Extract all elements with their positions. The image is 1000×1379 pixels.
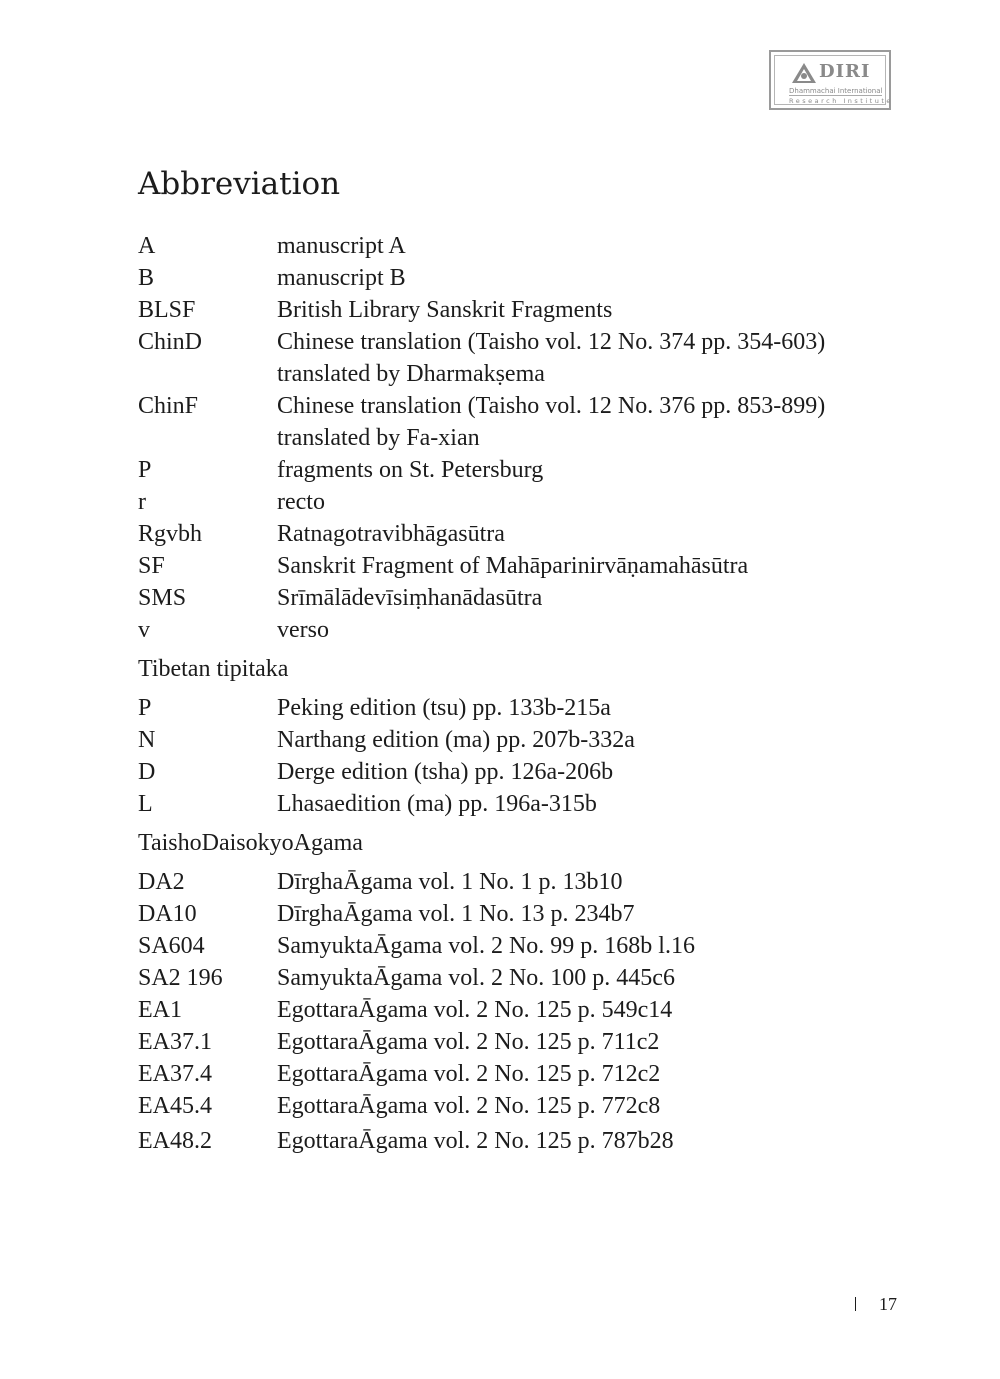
entry-abbr: ChinD bbox=[138, 329, 203, 355]
entry-def: EgottaraĀgama vol. 2 No. 125 p. 549c14 bbox=[277, 997, 673, 1023]
entry-row bbox=[138, 262, 918, 294]
entry-row bbox=[138, 756, 918, 788]
entry-row bbox=[138, 866, 918, 898]
entry-row bbox=[138, 1125, 918, 1157]
abbreviation-list bbox=[138, 230, 918, 1157]
entry-row bbox=[138, 930, 918, 962]
page-number: 17 bbox=[879, 1294, 897, 1314]
entry-row bbox=[138, 614, 918, 646]
entry-abbr: ChinF bbox=[138, 393, 199, 419]
section-heading-taisho: TaishoDaisokyoAgama bbox=[138, 830, 363, 856]
entry-row bbox=[138, 1058, 918, 1090]
entry-row bbox=[138, 962, 918, 994]
entry-row bbox=[138, 1090, 918, 1122]
entry-abbr: EA48.2 bbox=[138, 1128, 212, 1154]
entry-row bbox=[138, 550, 918, 582]
entry-def: EgottaraĀgama vol. 2 No. 125 p. 712c2 bbox=[277, 1061, 661, 1087]
entry-def: SamyuktaĀgama vol. 2 No. 100 p. 445c6 bbox=[277, 965, 675, 991]
entry-abbr: DA10 bbox=[138, 901, 197, 927]
entry-def: Chinese translation (Taisho vol. 12 No. 376 pp. 853-899) bbox=[277, 393, 826, 419]
entry-abbr: A bbox=[138, 233, 156, 259]
entry-row bbox=[138, 582, 918, 614]
entry-def-continuation: translated by Fa-xian bbox=[277, 425, 480, 451]
logo-subtitle-1: Dhammachai International bbox=[789, 87, 883, 95]
entry-row bbox=[138, 692, 918, 724]
entry-row bbox=[138, 518, 918, 550]
entry-def: Chinese translation (Taisho vol. 12 No. 374 pp. 354-603) bbox=[277, 329, 826, 355]
page-title: Abbreviation bbox=[138, 166, 341, 202]
entry-abbr: EA37.4 bbox=[138, 1061, 212, 1087]
entry-row bbox=[138, 390, 918, 422]
entry-def: fragments on St. Petersburg bbox=[277, 457, 544, 483]
entry-row bbox=[138, 1026, 918, 1058]
page-footer bbox=[855, 1292, 897, 1316]
logo-subtitle-2: Research Institute bbox=[789, 97, 893, 105]
entry-abbr: N bbox=[138, 727, 156, 753]
entry-def: Srīmālādevīsiṃhanādasūtra bbox=[277, 585, 543, 611]
entry-def: manuscript A bbox=[277, 233, 406, 259]
entry-def: EgottaraĀgama vol. 2 No. 125 p. 787b28 bbox=[277, 1128, 674, 1154]
logo-mark: DIRI bbox=[819, 61, 871, 82]
entry-def: Sanskrit Fragment of Mahāparinirvāṇamahāsūtra bbox=[277, 553, 749, 579]
entry-row bbox=[138, 788, 918, 820]
entry-def: recto bbox=[277, 489, 325, 515]
entry-def: Ratnagotravibhāgasūtra bbox=[277, 521, 505, 547]
logo-frame bbox=[774, 55, 893, 105]
entry-row bbox=[138, 230, 918, 262]
entry-row bbox=[138, 294, 918, 326]
entry-def: verso bbox=[277, 617, 329, 643]
entry-abbr: D bbox=[138, 759, 156, 785]
footer-divider bbox=[855, 1297, 856, 1311]
entry-abbr: v bbox=[138, 617, 150, 643]
entry-def: Lhasaedition (ma) pp. 196a-315b bbox=[277, 791, 597, 817]
entry-def: SamyuktaĀgama vol. 2 No. 99 p. 168b l.16 bbox=[277, 933, 695, 959]
entry-abbr: BLSF bbox=[138, 297, 196, 323]
diri-logo bbox=[769, 50, 891, 110]
entry-def: DīrghaĀgama vol. 1 No. 13 p. 234b7 bbox=[277, 901, 635, 927]
entry-abbr: DA2 bbox=[138, 869, 185, 895]
entry-abbr: SA604 bbox=[138, 933, 205, 959]
entry-abbr: SA2 196 bbox=[138, 965, 223, 991]
triangle-emblem-icon bbox=[791, 62, 817, 84]
entry-abbr: EA1 bbox=[138, 997, 182, 1023]
entry-abbr: SF bbox=[138, 553, 165, 579]
section-heading-tibetan: Tibetan tipitaka bbox=[138, 656, 289, 682]
entry-def: DīrghaĀgama vol. 1 No. 1 p. 13b10 bbox=[277, 869, 623, 895]
entry-abbr: EA45.4 bbox=[138, 1093, 212, 1119]
entry-row bbox=[138, 326, 918, 358]
entry-def: EgottaraĀgama vol. 2 No. 125 p. 772c8 bbox=[277, 1093, 661, 1119]
entry-row bbox=[138, 454, 918, 486]
entry-def: Derge edition (tsha) pp. 126a-206b bbox=[277, 759, 614, 785]
entry-def: Narthang edition (ma) pp. 207b-332a bbox=[277, 727, 635, 753]
entry-abbr: B bbox=[138, 265, 155, 291]
entry-row bbox=[138, 898, 918, 930]
entry-def: manuscript B bbox=[277, 265, 406, 291]
entry-row bbox=[138, 994, 918, 1026]
entry-abbr: EA37.1 bbox=[138, 1029, 212, 1055]
entry-row bbox=[138, 724, 918, 756]
entry-row bbox=[138, 486, 918, 518]
entry-abbr: P bbox=[138, 695, 152, 721]
entry-abbr: L bbox=[138, 791, 153, 817]
entry-def: British Library Sanskrit Fragments bbox=[277, 297, 613, 323]
entry-abbr: P bbox=[138, 457, 152, 483]
entry-abbr: SMS bbox=[138, 585, 187, 611]
entry-def: EgottaraĀgama vol. 2 No. 125 p. 711c2 bbox=[277, 1029, 660, 1055]
entry-def-continuation: translated by Dharmakṣema bbox=[277, 361, 545, 387]
entry-abbr: Rgvbh bbox=[138, 521, 203, 547]
entry-def: Peking edition (tsu) pp. 133b-215a bbox=[277, 695, 611, 721]
entry-abbr: r bbox=[138, 489, 146, 515]
